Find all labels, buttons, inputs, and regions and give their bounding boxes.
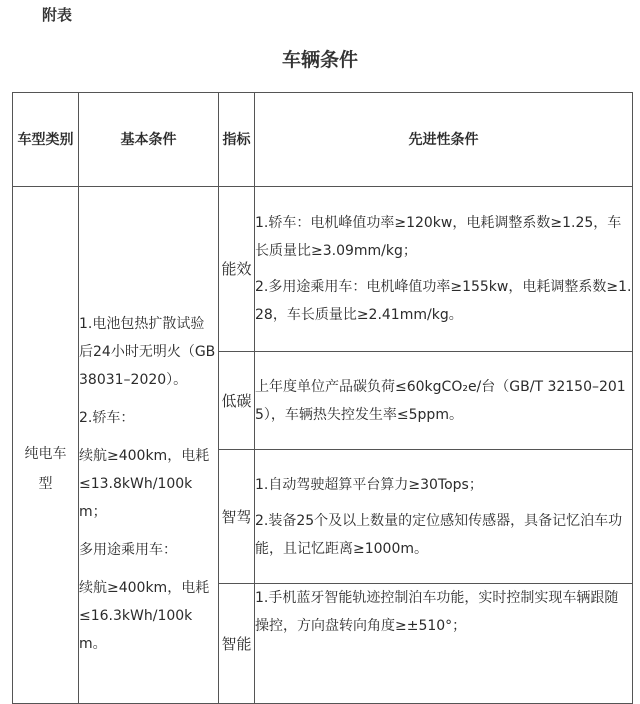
advanced-condition-item: 2.多用途乘用车：电机峰值功率≥155kw，电耗调整系数≥1.28，车长质量比≥2.41mm/kg。 [255,279,632,323]
indicator-intelligent: 智能 [219,584,255,704]
advanced-condition-item: 1.自动驾驶超算平台算力≥30Tops； [255,476,483,493]
column-header-basic-conditions: 基本条件 [79,93,219,187]
table-header-row [13,93,633,187]
indicator-efficiency: 能效 [219,187,255,352]
vehicle-category-cell [13,187,79,704]
column-header-category: 车型类别 [13,93,79,187]
advanced-condition-item: 2.装备25个及以上数量的定位感知传感器，具备记忆泊车功能，且记忆距离≥1000m。 [255,512,623,557]
advanced-condition-item: 1.手机蓝牙智能轨迹控制泊车功能，实时控制实现车辆跟随操控，方向盘转向角度≥±510°； [255,590,619,634]
vehicle-conditions-table [12,92,633,704]
indicator-low-carbon: 低碳 [219,352,255,450]
vehicle-category: 纯电车型 [24,446,67,492]
basic-conditions-cell [79,187,219,704]
column-header-indicator: 指标 [219,93,255,187]
advanced-condition-item: 1.轿车：电机峰值功率≥120kw，电耗调整系数≥1.25，车长质量比≥3.09mm/kg； [255,215,622,259]
advanced-conditions-intelligent [255,584,633,704]
basic-condition-item: 1.电池包热扩散试验后24小时无明火（GB 38031–2020）。 [79,316,216,388]
basic-condition-item: 2.轿车： [79,410,135,426]
advanced-conditions-efficiency [255,187,633,352]
document-title: 车辆条件 [281,49,358,71]
advanced-conditions-low-carbon [255,352,633,450]
basic-condition-item: 续航≥400km，电耗≤16.3kWh/100km。 [79,580,210,652]
advanced-conditions-smart-driving [255,450,633,584]
advanced-condition-item: 上年度单位产品碳负荷≤60kgCO₂e/台（GB/T 32150–2015），车辆热失控发生率≤5ppm。 [255,378,626,423]
table-row [13,187,633,352]
indicator-smart-driving: 智驾 [219,450,255,584]
basic-condition-item: 续航≥400km，电耗≤13.8kWh/100km； [79,448,210,520]
basic-condition-item: 多用途乘用车： [79,542,177,558]
annex-label: 附表 [42,6,73,24]
column-header-advanced-conditions: 先进性条件 [255,93,633,187]
